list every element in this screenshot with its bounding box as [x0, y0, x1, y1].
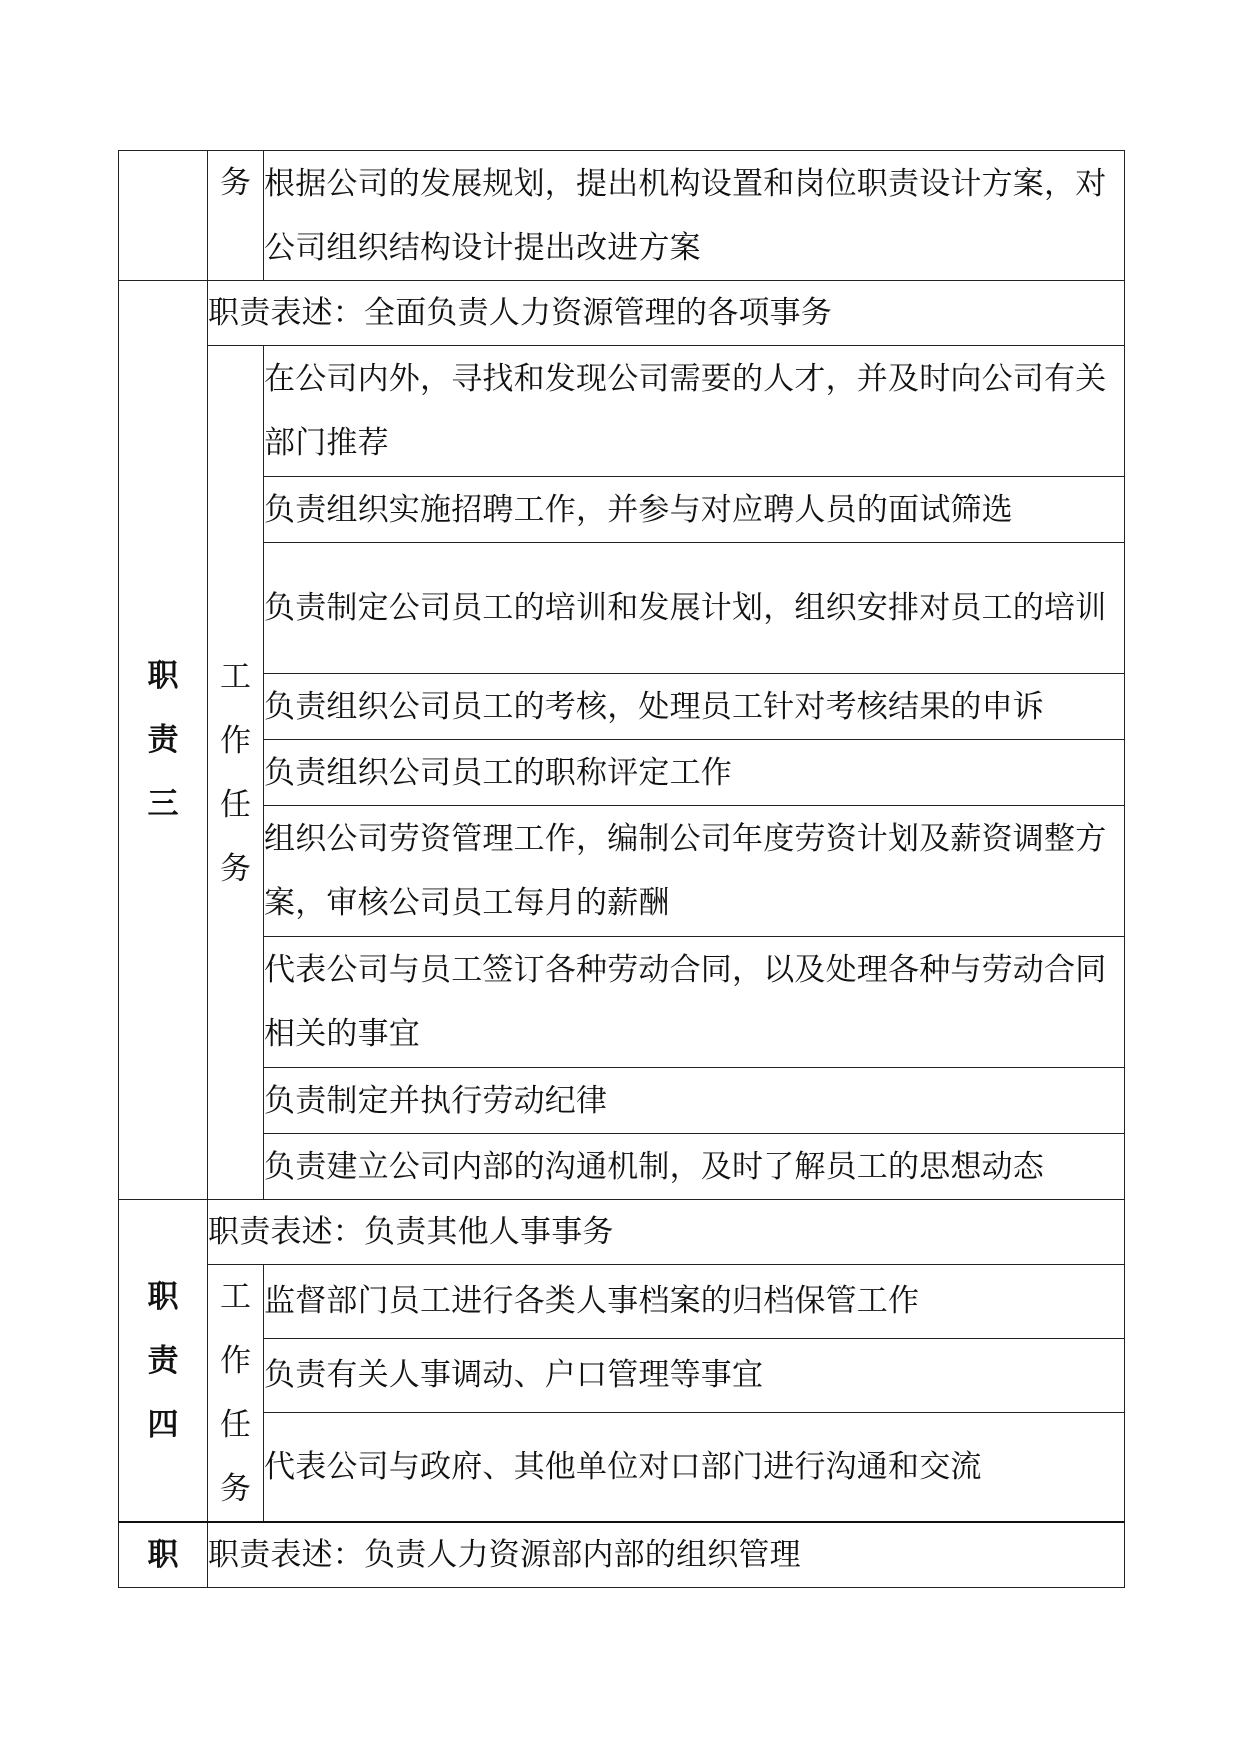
task-label-char: 作: [220, 722, 251, 759]
duty-label-char: 职: [147, 1278, 179, 1315]
duty-description: 职责表述：负责其他人事事务: [208, 1200, 1125, 1265]
task-label-char: 作: [220, 1343, 251, 1379]
table-row: [119, 346, 1125, 477]
duty-description: 职责表述：全面负责人力资源管理的各项事务: [208, 281, 1125, 346]
duty-description: 职责表述：负责人力资源部内部的组织管理: [208, 1522, 1125, 1588]
task-label-cell: [208, 1265, 264, 1523]
duty-label-char: 责: [147, 1342, 179, 1379]
duty-table: [118, 150, 1125, 1588]
duty-label-char: 职: [147, 658, 179, 694]
task-text: 根据公司的发展规划，提出机构设置和岗位职责设计方案，对公司组织结构设计提出改进方案: [264, 151, 1125, 281]
table-row: [119, 740, 1125, 806]
table-row: [119, 1522, 1125, 1588]
task-text: 监督部门员工进行各类人事档案的归档保管工作: [264, 1265, 1125, 1339]
task-text: 代表公司与员工签订各种劳动合同，以及处理各种与劳动合同相关的事宜: [264, 937, 1125, 1068]
duty-label-cell: 职: [119, 1522, 208, 1588]
task-text: 代表公司与政府、其他单位对口部门进行沟通和交流: [264, 1412, 1125, 1522]
task-label-char: 工: [220, 658, 251, 695]
task-text: 负责组织公司员工的考核，处理员工针对考核结果的申诉: [264, 674, 1125, 740]
task-text: 负责组织实施招聘工作，并参与对应聘人员的面试筛选: [264, 477, 1125, 543]
task-label-char: 务: [220, 850, 251, 887]
task-label-char: 务: [220, 1471, 251, 1507]
task-label-char: 工: [220, 1279, 251, 1315]
table-row: [119, 151, 1125, 281]
table-row: [119, 1338, 1125, 1412]
table-row: [119, 1068, 1125, 1134]
table-row: [119, 1134, 1125, 1200]
table-row: [119, 281, 1125, 346]
task-label-cell: [208, 346, 264, 1200]
task-label-cell: 务: [208, 151, 264, 281]
duty-label-char: 责: [147, 722, 179, 758]
task-label-char: 任: [220, 1407, 251, 1443]
table-row: [119, 806, 1125, 937]
task-label-char: 任: [220, 786, 251, 823]
duty-label-char: 三: [147, 786, 179, 822]
task-text: 负责制定并执行劳动纪律: [264, 1068, 1125, 1134]
duty-label-char: 四: [147, 1406, 179, 1443]
table-row: [119, 1412, 1125, 1522]
table-row: [119, 1265, 1125, 1339]
table-row: [119, 1200, 1125, 1265]
table-row: [119, 543, 1125, 674]
table-row: [119, 477, 1125, 543]
duty-label-cell: [119, 1200, 208, 1523]
task-text: 组织公司劳资管理工作，编制公司年度劳资计划及薪资调整方案，审核公司员工每月的薪酬: [264, 806, 1125, 937]
duty-label-cell: [119, 281, 208, 1200]
task-text: 负责组织公司员工的职称评定工作: [264, 740, 1125, 806]
task-text: 负责制定公司员工的培训和发展计划，组织安排对员工的培训: [264, 543, 1125, 674]
task-text: 在公司内外，寻找和发现公司需要的人才，并及时向公司有关部门推荐: [264, 346, 1125, 477]
table-row: [119, 674, 1125, 740]
duty-label-cell: [119, 151, 208, 281]
task-text: 负责建立公司内部的沟通机制，及时了解员工的思想动态: [264, 1134, 1125, 1200]
task-text: 负责有关人事调动、户口管理等事宜: [264, 1338, 1125, 1412]
table-row: [119, 937, 1125, 1068]
